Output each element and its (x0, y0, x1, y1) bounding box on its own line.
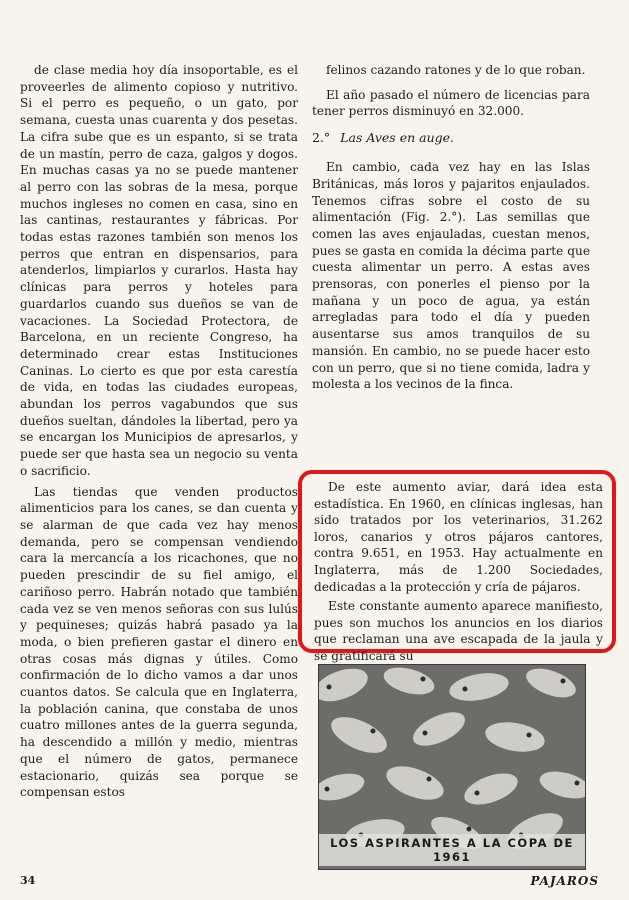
section-number: 2.° (312, 130, 331, 146)
section-title: Las Aves en auge. (340, 130, 454, 146)
right-paragraph-1: felinos cazando ratones y de lo que roban. (326, 63, 586, 77)
right-paragraph-2: El año pasado el número de licencias para tener perros disminuyó en 32.000. (312, 87, 590, 119)
left-paragraph-2: Las tiendas que venden productos alimenticios para los canes, se dan cuenta y se alarman de que cada vez hay menos demanda, pero se compensan vendiendo cara la mercancía a los ricachones, que no pueden prescindir de su fiel amigo, el cariñoso perro. Habrán notado que también cada vez se ven menos señoras con sus lulús y pequineses; quizás habrá pasado ya la moda, o bien prefieren gastar el dinero en otras cosas más dignas y útiles. Como confirmación de lo dicho vamos a dar unos cuantos datos. Se calcula que en Inglaterra, la población canina, que constaba de unos cuatro millones antes de la guerra segunda, ha descendido a millón y medio, mientras que el número de gatos, permanece estacionario, quizás sea porque se compensan estos (20, 484, 298, 800)
left-paragraph-1: de clase media hoy día insoportable, es el proveerles de alimento copioso y nutritivo. Si el perro es pequeño, o un gato, por semana, cuesta unas cuarenta y dos pesetas. La cifra sube que es un espanto, si se trata de un mastín, perro de caza, galgos y dogos. En muchas casas ya no se puede mantener al perro con las sobras de la mesa, porque muchos ingleses no comen en casa, sino en las cantinas, restaurantes y fábricas. Por todas estas razones también son menos los perros que entran en dispensarios, para atenderlos, limpiarlos y curarlos. Hasta hay clínicas para perros y hoteles para guardarlos cuando sus dueños se van de vacaciones. La Sociedad Protectora, de Barcelona, en un reciente Congreso, ha determinado crear estas Instituciones Caninas. Lo cierto es que por esta carestía de vida, en todas las ciudades europeas, abundan los perros vagabundos que sus dueños sueltan, dándoles la libertad, pero ya se encargan los Municipios de apresarlos, y puede ser que hasta sea un negocio su venta o sacrificio. (20, 63, 298, 478)
highlight-paragraph-2: Este constante aumento aparece manifiesto, pues son muchos los anuncios en los diarios que reclaman una ave escapada de la jaula y se gratificará su (314, 599, 603, 663)
page-number: 34 (20, 874, 36, 887)
photo-caption: LOS ASPIRANTES A LA COPA DE 1961 (319, 834, 585, 866)
right-column (312, 62, 590, 401)
highlight-paragraph-1: De este aumento aviar, dará idea esta estadística. En 1960, en clínicas inglesas, han sido tratados por los veterinarios, 31.262 loros, canarios y otros pájaros cantores, contra 9.651, en 1953. Hay actualmente en Inglaterra, más de 1.200 Sociedades, dedicadas a la protección y cría de pájaros. (314, 480, 603, 594)
left-column (20, 62, 298, 801)
dogs-photo (318, 664, 586, 870)
section-heading (312, 130, 590, 145)
highlighted-passage (298, 470, 616, 663)
magazine-name: PAJAROS (530, 874, 599, 888)
right-paragraph-3: En cambio, cada vez hay en las Islas Británicas, más loros y pajaritos enjaulados. Tenemos cifras sobre el costo de su alimentación (Fig. 2.°). Las semillas que comen las aves enjauladas, cuestan menos, pues se gasta en comida la décima parte que cuesta alimentar un perro. A estas aves prensoras, con ponerles el pienso por la mañana y un poco de agua, ya están arregladas para todo el día y pueden ausentarse sus amos tranquilos de su mansión. En cambio, no se puede hacer esto con un perro, que si no tiene comida, ladra y molesta a los vecinos de la finca. (312, 160, 590, 392)
